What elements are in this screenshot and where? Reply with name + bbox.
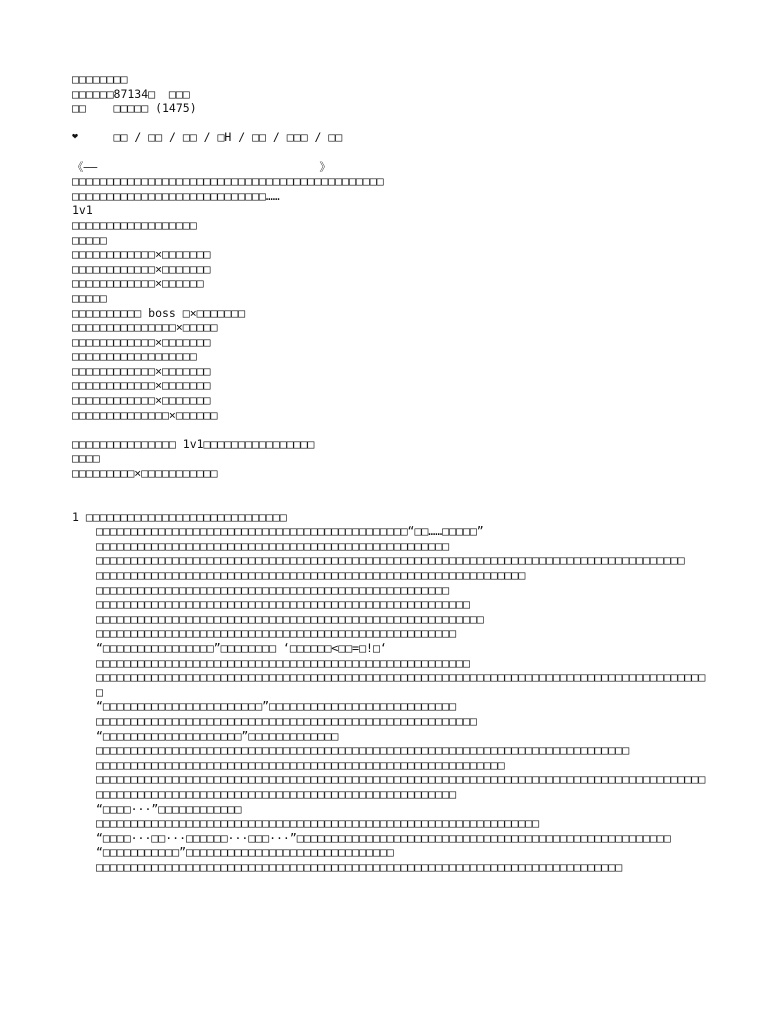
- meta-line: □□ □□□□□ (1475): [72, 101, 197, 116]
- intro-line: □□□□□□□□□□□□□□□□□□: [72, 349, 197, 364]
- intro-line: □□□□□□□□□□□□×□□□□□□□: [72, 363, 211, 378]
- paragraph: □□□□□□□□□□□□□□□□□□□□□□□□□□□□□□□□□□□□□□□□□□□□□□□□□□□: [96, 582, 450, 597]
- work-title: □□□□□□□□: [72, 72, 128, 86]
- paragraph: “□□□□□□□□□□□□□□□□”□□□□□□□□ ‘□□□□□□<□□=□!□‘: [96, 640, 387, 655]
- paragraph: “□□□□□□□□□□□□□□□□□□□□”□□□□□□□□□□□□□: [96, 728, 339, 743]
- tag-link[interactable]: □□: [252, 130, 266, 145]
- intro-line: □□□□□□□□□□□□□□□×□□□□□: [72, 320, 218, 335]
- intro-line: □□□□□□□□□□□□×□□□□□□□: [72, 378, 211, 393]
- paragraph: □□□□□□□□□□□□□□□□□□□□□□□□□□□□□□□□□□□□□□□□□□□□□□□□□□□□□□: [96, 597, 470, 612]
- paragraph: □□□□□□□□□□□□□□□□□□□□□□□□□□□□□□□□□□□□□□□□□□□□□□□□□□□□□□□□: [96, 611, 484, 626]
- intro-line: □□□□□□□□□□□□□□□□□□□□□□□□□□□□□□□□□□□□□□□□□□□□□: [72, 174, 384, 189]
- paragraph: □□□□□□□□□□□□□□□□□□□□□□□□□□□□□□□□□□□□□□□□□□□□□“□□……□□□□□”: [96, 524, 484, 539]
- tag-link[interactable]: □□: [328, 130, 343, 145]
- intro-lines: [72, 174, 712, 422]
- author-line: □□□□□□87134□ □□□: [72, 86, 190, 101]
- intro-line: □□□□□□□□□□□□×□□□□□□□: [72, 261, 211, 276]
- intro-line: □□□□□□□□□□□□×□□□□□□□: [72, 393, 211, 408]
- paragraph: “□□□□···”□□□□□□□□□□□□: [96, 801, 242, 816]
- tag-separator: /: [127, 130, 149, 145]
- tag-link[interactable]: □□: [113, 130, 128, 145]
- tag-link[interactable]: □□□: [286, 130, 308, 145]
- paragraph: □□□□□□□□□□□□□□□□□□□□□□□□□□□□□□□□□□□□□□□□□□□□□□□□□□□□□□□□□□□□□□□□□□□□□□□□□□□□□□□□□□□□□: [96, 553, 685, 568]
- spacer: [72, 145, 712, 160]
- paragraph: □□□□□□□□□□□□□□□□□□□□□□□□□□□□□□□□□□□□□□□□□□□□□□□□□□□□□□□: [96, 713, 477, 728]
- intro-note: □□□□□□□□□□□□□□□ 1v1□□□□□□□□□□□□□□□□: [72, 436, 315, 451]
- divider-left: 《——: [72, 159, 98, 174]
- intro-divider: [72, 160, 712, 175]
- intro-line: □□□□□□□□□□□□□□×□□□□□□: [72, 407, 218, 422]
- tag-separator: /: [231, 130, 253, 145]
- paragraph: □□□□□□□□□□□□□□□□□□□□□□□□□□□□□□□□□□□□□□□□□□□□□□□□□□□□□□□□□□□: [96, 757, 505, 772]
- paragraph: □□□□□□□□□□□□□□□□□□□□□□□□□□□□□□□□□□□□□□□□□□□□□□□□□□□□□□□□□□□□□□□□□□□□□□□□□□□□: [96, 859, 623, 874]
- intro-line: □□□□□□□□□□□□×□□□□□□□: [72, 247, 211, 262]
- intro-notes: [72, 437, 712, 481]
- paragraph: □□□□□□□□□□□□□□□□□□□□□□□□□□□□□□□□□□□□□□□□□□□□□□□□□□□□□□□□□□□□□□□□□□□□□□□□□□□□□□□□□□□□□□□□□: [96, 670, 706, 699]
- intro-section: [72, 160, 712, 481]
- tag-separator: /: [162, 130, 183, 145]
- paragraph: □□□□□□□□□□□□□□□□□□□□□□□□□□□□□□□□□□□□□□□□□□□□□□□□□□□: [96, 538, 450, 553]
- paragraph: □□□□□□□□□□□□□□□□□□□□□□□□□□□□□□□□□□□□□□□□□□□□□□□□□□□□□□□□□□□□□□□□□□□□□□□□□□□□□: [96, 743, 630, 758]
- paragraph: □□□□□□□□□□□□□□□□□□□□□□□□□□□□□□□□□□□□□□□□□□□□□□□□□□□□□□□□□□□□□□□□: [96, 816, 540, 831]
- intro-line: □□□□□□□□□□□□×□□□□□□: [72, 276, 204, 291]
- paragraph: “□□□□□□□□□□□□□□□□□□□□□□□”□□□□□□□□□□□□□□□□□□□□□□□□□□□: [96, 699, 457, 714]
- intro-line: 1v1: [72, 203, 93, 218]
- paragraph: □□□□□□□□□□□□□□□□□□□□□□□□□□□□□□□□□□□□□□□□□□□□□□□□□□□□: [96, 786, 457, 801]
- tag-link[interactable]: □H: [217, 130, 232, 145]
- chapter-heading: 1 □□□□□□□□□□□□□□□□□□□□□□□□□□□□□: [72, 509, 287, 524]
- intro-line: □□□□□□□□□□□□×□□□□□□□: [72, 334, 211, 349]
- chapter-section: [72, 510, 712, 875]
- document-body: [72, 72, 712, 874]
- intro-line: □□□□□: [72, 290, 107, 305]
- tag-link[interactable]: □□: [148, 130, 163, 145]
- paragraph: □□□□□□□□□□□□□□□□□□□□□□□□□□□□□□□□□□□□□□□□□□□□□□□□□□□□□□□□□□□□□□: [96, 568, 526, 582]
- spacer: [72, 422, 712, 437]
- tag-separator: /: [265, 130, 287, 145]
- divider-right: 》: [319, 159, 331, 174]
- intro-line: □□□□□: [72, 232, 107, 247]
- work-header: [72, 72, 712, 145]
- intro-note: □□□□: [72, 451, 100, 466]
- paragraph: □□□□□□□□□□□□□□□□□□□□□□□□□□□□□□□□□□□□□□□□□□□□□□□□□□□□□□□□□□□□□□□□□□□□□□□□□□□□□□□□□□□□□□□□: [96, 772, 706, 787]
- spacer: [72, 481, 712, 510]
- intro-line: □□□□□□□□□□□□□□□□□□□□□□□□□□□□……: [72, 188, 280, 203]
- tag-link[interactable]: □□: [182, 130, 197, 145]
- chapter-paragraphs: [72, 524, 712, 874]
- paragraph: □□□□□□□□□□□□□□□□□□□□□□□□□□□□□□□□□□□□□□□□□□□□□□□□□□□□: [96, 626, 457, 641]
- intro-line: □□□□□□□□□□ boss □×□□□□□□□: [72, 305, 246, 320]
- intro-line: □□□□□□□□□□□□□□□□□□: [72, 217, 197, 232]
- tag-separator: /: [307, 130, 329, 145]
- paragraph: □□□□□□□□□□□□□□□□□□□□□□□□□□□□□□□□□□□□□□□□□□□□□□□□□□□□□□: [96, 655, 470, 670]
- paragraph: “□□□□□□□□□□□”□□□□□□□□□□□□□□□□□□□□□□□□□□□□□□: [96, 845, 394, 860]
- heart-icon[interactable]: ❤: [72, 131, 79, 143]
- intro-note: □□□□□□□□□×□□□□□□□□□□□: [72, 466, 218, 481]
- tag-list: [72, 116, 712, 145]
- tag-separator: /: [196, 130, 218, 145]
- paragraph: “□□□□···□□···□□□□□□···□□□···”□□□□□□□□□□□□□□□□□□□□□□□□□□□□□□□□□□□□□□□□□□□□□□□□□□□□□□: [96, 830, 671, 845]
